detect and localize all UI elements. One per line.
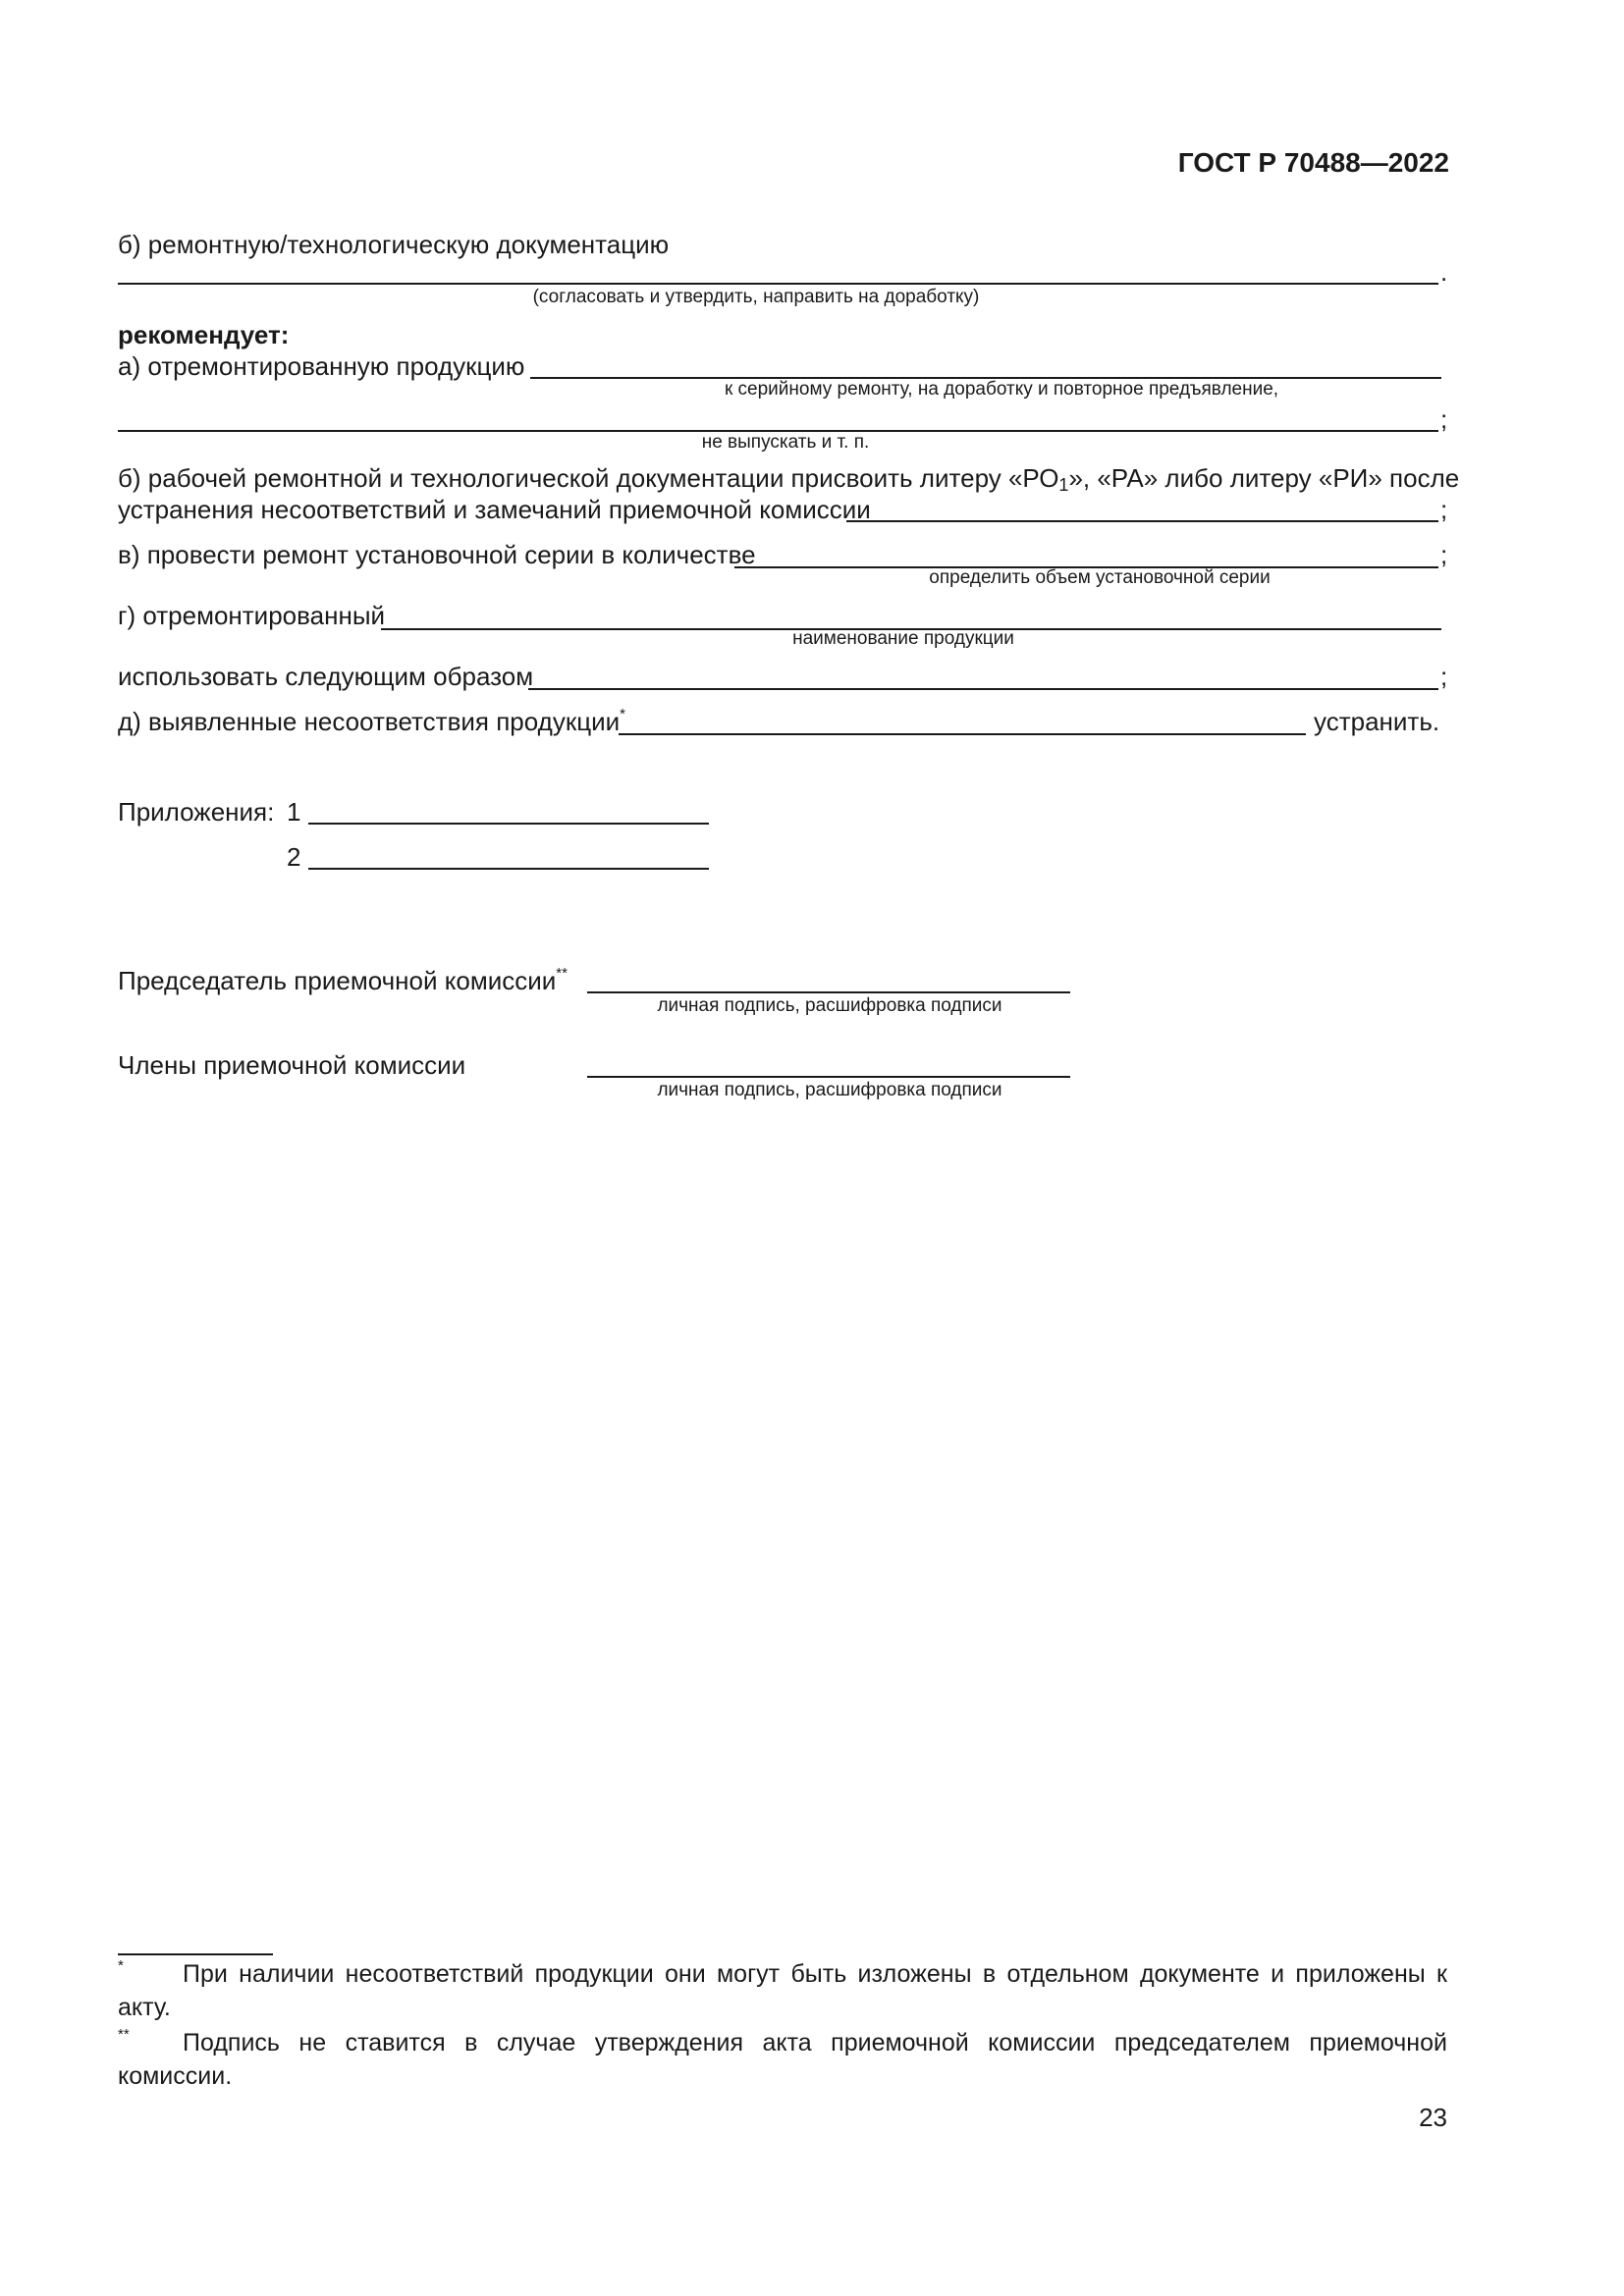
field-caption: не выпускать и т. п. <box>701 432 870 453</box>
item-v-label: в) провести ремонт установочной серии в количестве <box>118 540 756 569</box>
footnote-separator <box>118 1953 273 1955</box>
end-punct: . <box>1440 257 1448 287</box>
end-punct: ; <box>1440 662 1448 691</box>
field-caption: (согласовать и утвердить, направить на доработку) <box>532 287 980 307</box>
attachment-number: 1 <box>287 797 301 827</box>
fill-line <box>308 823 709 825</box>
signature-line <box>587 991 1070 993</box>
signature-line <box>587 1076 1070 1078</box>
footnote-1-line2: акту. <box>118 1994 171 2021</box>
chair-label: Председатель приемочной комиссии** <box>118 965 568 995</box>
use-label: использовать следующим образом <box>118 662 534 691</box>
fill-line <box>846 520 1438 522</box>
end-punct: ; <box>1440 495 1448 524</box>
field-caption: определить объем установочной серии <box>929 567 1271 588</box>
fill-line <box>619 733 1306 735</box>
fill-line <box>528 688 1438 690</box>
document-code: ГОСТ Р 70488—2022 <box>1177 147 1449 178</box>
item-d-label: д) выявленные несоответствия продукции* <box>118 706 625 736</box>
footnote-2-line2: комиссии. <box>118 2062 233 2090</box>
item-g-label: г) отремонтированный <box>118 601 386 630</box>
item-d-end: устранить. <box>1314 707 1440 736</box>
attachment-number: 2 <box>287 842 301 872</box>
field-caption: к серийному ремонту, на доработку и повторное предъявление, <box>724 379 1279 400</box>
field-caption: наименование продукции <box>792 628 1014 649</box>
page-number: 23 <box>1419 2103 1447 2132</box>
end-punct: ; <box>1440 404 1448 434</box>
end-punct: ; <box>1440 540 1448 569</box>
recommends-heading: рекомендует: <box>118 320 290 349</box>
members-label: Члены приемочной комиссии <box>118 1050 466 1080</box>
fill-line <box>118 283 1438 285</box>
fill-line <box>308 868 709 870</box>
field-caption: личная подпись, расшифровка подписи <box>657 995 1002 1016</box>
footnote-1-line1: * При наличии несоответствий продукции они могут быть изложены в отдельном документе и приложены к <box>118 1957 1447 1988</box>
field-caption: личная подпись, расшифровка подписи <box>657 1080 1002 1100</box>
item-a-label: а) отремонтированную продукцию <box>118 351 525 381</box>
item-b-line2: устранения несоответствий и замечаний приемочной комиссии <box>118 495 871 524</box>
item-b-line1: б) рабочей ремонтной и технологической документации присвоить литеру «$РО_1$», «РА» либо литеру «РИ» после <box>118 463 1460 495</box>
footnote-2-line1: ** Подпись не ставится в случае утверждения акта приемочной комиссии председателем приемочной <box>118 2026 1447 2056</box>
section-b-doc-label: б) ремонтную/технологическую документацию <box>118 230 670 259</box>
attachments-label: Приложения: <box>118 797 275 827</box>
